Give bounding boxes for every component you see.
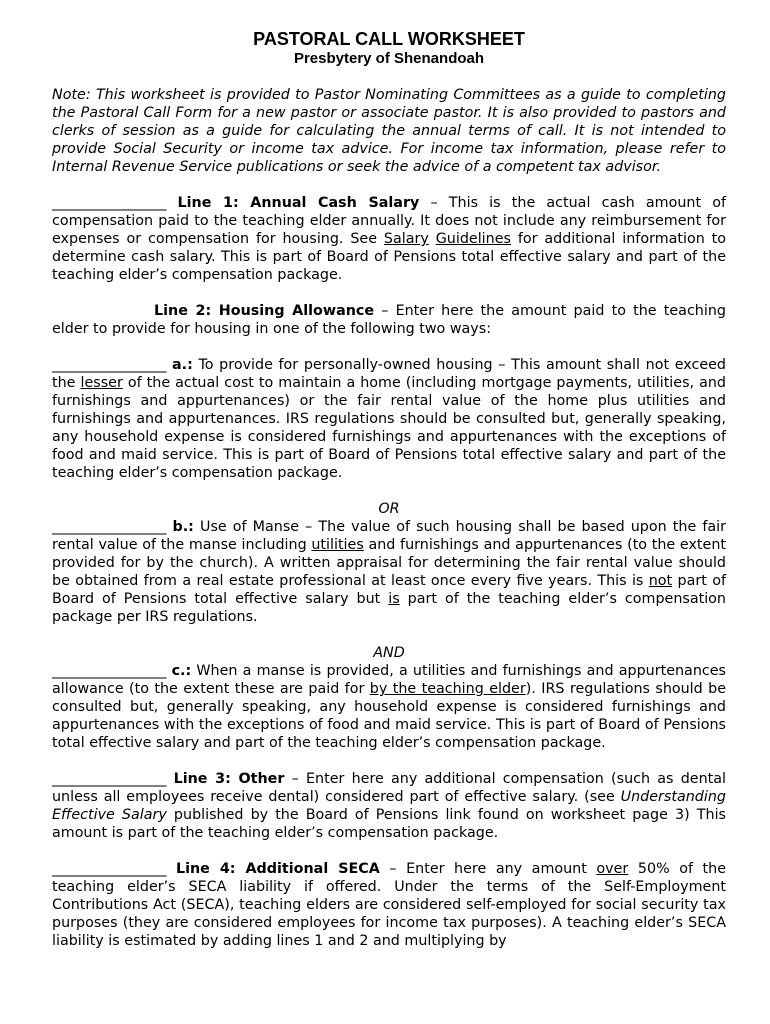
line3-blank[interactable]: ________________	[52, 771, 167, 787]
line2b-paragraph: ________________ b.: Use of Manse – The value of such housing shall be based upon the fair rental value of the manse including utilities and furnishings and appurtenances (to the extent provided for by the church). A written appraisal for determining the fair rental value should be obtained from a real estate professional at least once every five years. This is not part of Board of Pensions total effective salary but is part of the teaching elder’s compensation package per IRS regulations.	[52, 519, 726, 625]
line2a-paragraph: ________________ a.: To provide for personally-owned housing – This amount shall not exceed the lesser of the actual cost to maintain a home (including mortgage payments, utilities, and furnishings and appurtenances) or the fair rental value of the home plus utilities and furnishings and appurtenances. IRS regulations should be consulted but, generally speaking, any household expense is considered furnishings and appurtenances with the exceptions of food and maid service. This is part of Board of Pensions total effective salary and part of the teaching elder’s compensation package.	[52, 357, 726, 481]
and-separator: AND	[373, 645, 405, 661]
line3-paragraph: ________________ Line 3: Other – Enter here any additional compensation (such as dental unless all employees receive dental) considered part of effective salary. (see Understanding Effective Salary published by the Board of Pensions link found on worksheet page 3) This amount is part of the teaching elder’s compensation package.	[52, 771, 726, 841]
salary-link[interactable]: Salary	[383, 231, 429, 247]
line4-heading: Line 4: Additional SECA	[175, 861, 380, 877]
page-title: PASTORAL CALL WORKSHEET	[253, 29, 525, 49]
line1-blank[interactable]: ________________	[52, 195, 167, 211]
page-subtitle: Presbytery of Shenandoah	[293, 50, 485, 67]
line2a-label: a.:	[172, 357, 193, 373]
line1-paragraph: ________________ Line 1: Annual Cash Salary – This is the actual cash amount of compensation paid to the teaching elder annually. It does not include any reimbursement for expenses or compensation for housing. See Salary Guidelines for additional information to determine cash salary. This is part of Board of Pensions total effective salary and part of the teaching elder’s compensation package.	[52, 195, 727, 283]
line2-heading: Line 2: Housing Allowance	[154, 303, 375, 319]
line4-paragraph: ________________ Line 4: Additional SECA – Enter here any amount over 50% of the teaching elder’s SECA liability if offered. Under the terms of the Self-Employment Contributions Act (SECA), teaching elders are considered self-employed for social security tax purposes (they are considered employees for income tax purposes). A teaching elder’s SECA liability is estimated by adding lines 1 and 2 and multiplying by	[52, 861, 727, 949]
line2b-label: b.:	[172, 519, 194, 535]
note-paragraph: Note: This worksheet is provided to Pastor Nominating Committees as a guide to completing the Pastoral Call Form for a new pastor or associate pastor. It is also provided to pastors and clerks of session as a guide for calculating the annual terms of call. It is not intended to provide Social Security or income tax advice. For income tax information, please refer to Internal Revenue Service publications or seek the advice of a competent tax advisor.	[52, 87, 726, 175]
line2c-blank[interactable]: ________________	[52, 663, 167, 679]
line4-blank[interactable]: ________________	[52, 861, 167, 877]
line2-paragraph: Line 2: Housing Allowance – Enter here the amount paid to the teaching elder to provide for housing in one of the following two ways:	[52, 303, 726, 337]
line2c-paragraph: ________________ c.: When a manse is provided, a utilities and furnishings and appurtenances allowance (to the extent these are paid for by the teaching elder). IRS regulations should be consulted but, generally speaking, any household expense is considered furnishings and appurtenances with the exceptions of food and maid service. This is part of Board of Pensions total effective salary and part of the teaching elder’s compensation package.	[52, 663, 727, 751]
line3-heading: Line 3: Other	[173, 771, 285, 787]
line1-heading: Line 1: Annual Cash Salary	[177, 195, 420, 211]
line2a-blank[interactable]: ________________	[52, 357, 167, 373]
or-separator: OR	[378, 501, 400, 517]
line2b-blank[interactable]: ________________	[52, 519, 167, 535]
line2c-label: c.:	[171, 663, 192, 679]
guidelines-link[interactable]: Guidelines	[435, 231, 511, 247]
